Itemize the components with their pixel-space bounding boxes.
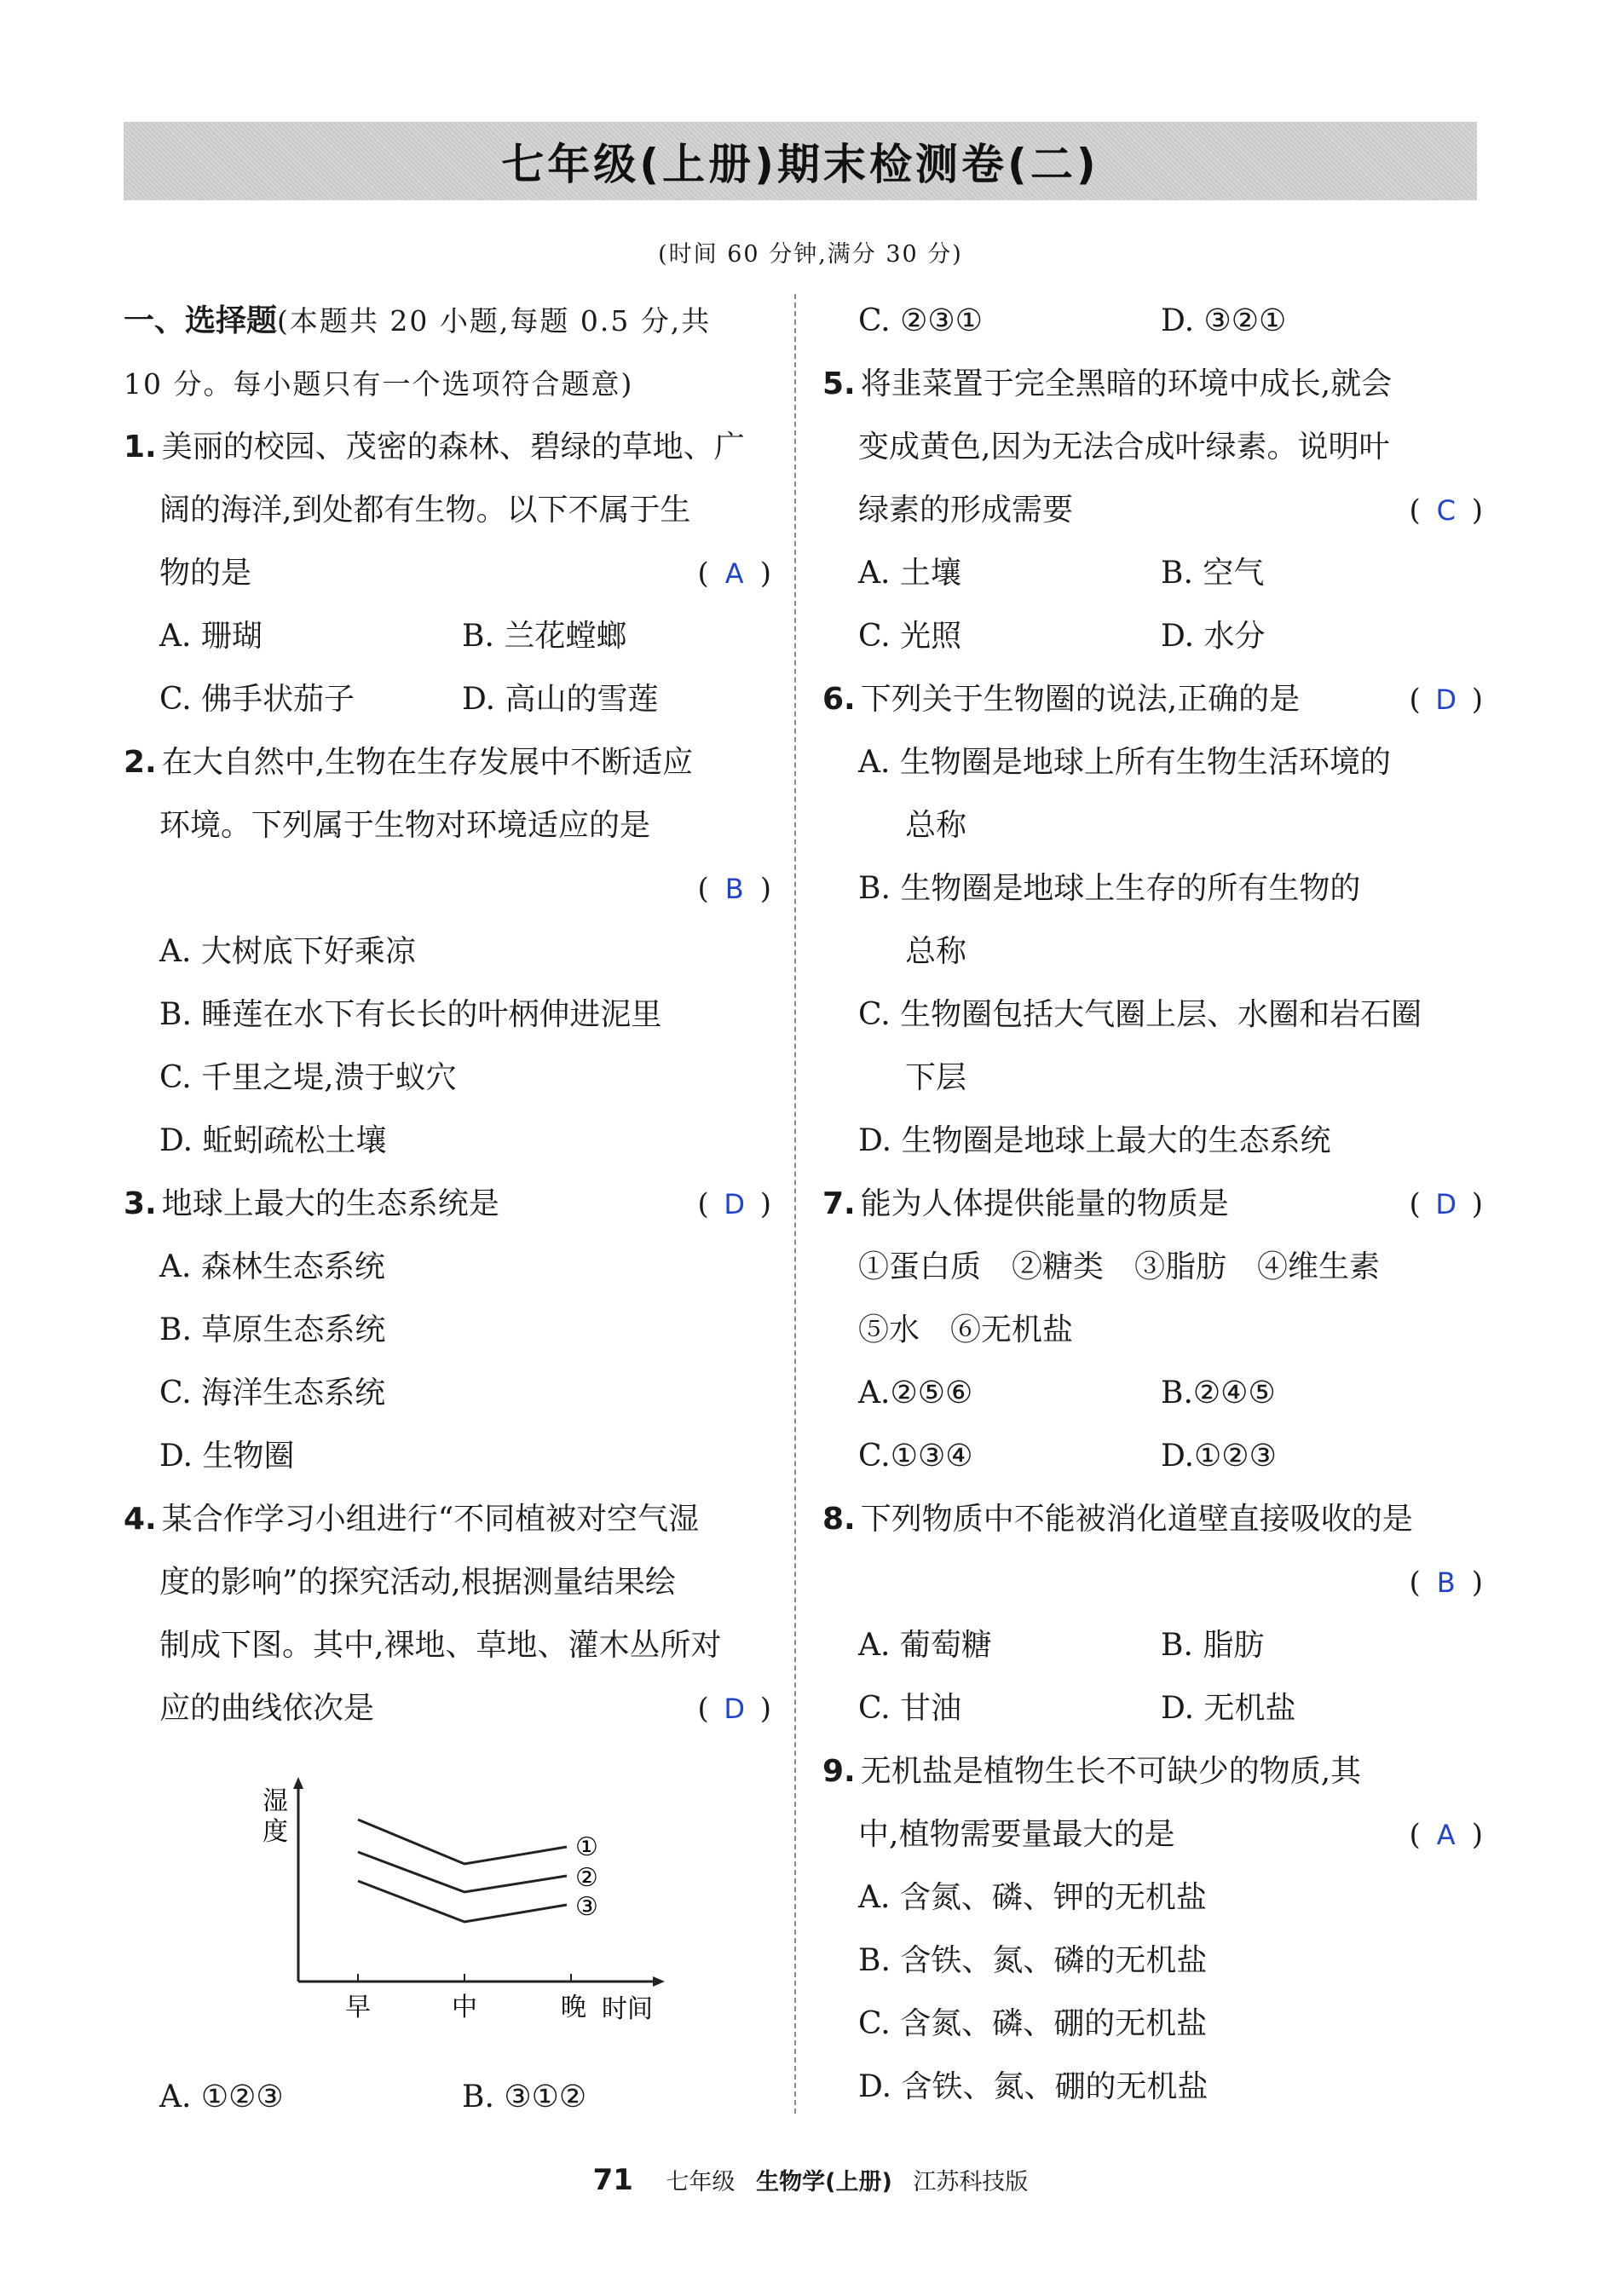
question-1-stem-3 — [124, 542, 771, 605]
question-2-stem — [124, 731, 771, 794]
question-number: 1. — [124, 430, 157, 464]
option-c: C. ②③① — [858, 303, 983, 338]
column-divider — [794, 294, 796, 2114]
question-1-stem-2: 阔的海洋,到处都有生物。以下不属于生 — [159, 493, 691, 528]
left-column — [124, 290, 771, 1740]
exam-subtitle: (时间 60 分钟,满分 30 分) — [658, 241, 963, 268]
answer-bracket: ( B ) — [1409, 1551, 1483, 1614]
answer-mark: B — [724, 873, 744, 905]
question-number: 6. — [822, 682, 856, 717]
question-text: 在大自然中,生物在生存发展中不断适应 — [161, 745, 694, 780]
question-7-items-1: ①蛋白质 ②糖类 ③脂肪 ④维生素 — [858, 1249, 1381, 1284]
option-b: B. ③①② — [462, 2080, 587, 2114]
section-heading: 一、选择题 — [124, 303, 278, 338]
answer-bracket: ( B ) — [697, 857, 771, 920]
page-footer — [0, 2163, 1621, 2197]
series-label-3: ③ — [575, 1892, 598, 1922]
y-label-2: 度 — [262, 1817, 288, 1847]
option-d: D. 生物圈是地球上最大的生态系统 — [858, 1123, 1331, 1158]
answer-mark: D — [1435, 684, 1457, 716]
question-5-stem — [822, 353, 1483, 416]
section-note-1: (本题共 20 小题,每题 0.5 分,共 — [277, 304, 712, 337]
question-5-stem-2: 变成黄色,因为无法合成叶绿素。说明叶 — [858, 430, 1390, 464]
answer-mark: B — [1436, 1566, 1456, 1599]
page-number: 71 — [592, 2163, 633, 2197]
option-c: C. 甘油 — [858, 1691, 962, 1726]
option-b: B. 含铁、氮、磷的无机盐 — [858, 1943, 1208, 1978]
question-number: 5. — [822, 366, 856, 401]
series-label-1: ① — [575, 1832, 598, 1862]
option-a: A. 珊瑚 — [159, 619, 262, 654]
answer-bracket: ( D ) — [1409, 668, 1483, 731]
option-d: D. 水分 — [1161, 619, 1266, 654]
option-c: C. 光照 — [858, 619, 962, 654]
question-8-options-cd — [822, 1677, 1483, 1740]
option-d: D. 生物圈 — [159, 1439, 295, 1474]
curve-1 — [358, 1820, 567, 1864]
question-number: 4. — [124, 1502, 157, 1537]
question-5-stem-3 — [822, 479, 1483, 542]
x-axis-label: 时间 — [602, 1994, 653, 2024]
question-2-answer-line — [124, 857, 771, 920]
answer-bracket: ( C ) — [1409, 479, 1483, 542]
question-1-stem — [124, 416, 771, 479]
option-c: C. 海洋生态系统 — [159, 1376, 386, 1410]
question-text: 无机盐是植物生长不可缺少的物质,其 — [860, 1754, 1362, 1789]
question-number: 7. — [822, 1186, 856, 1221]
option-b: B. 空气 — [1161, 556, 1265, 591]
section-heading-line — [124, 290, 771, 353]
question-7-options-cd — [822, 1425, 1483, 1488]
answer-mark: D — [724, 1188, 746, 1220]
y-label-1: 湿 — [262, 1786, 288, 1816]
question-4-stem-3: 制成下图。其中,裸地、草地、灌木丛所对 — [159, 1628, 722, 1663]
question-text: 能为人体提供能量的物质是 — [860, 1186, 1229, 1221]
option-a: A. 大树底下好乘凉 — [159, 934, 416, 969]
option-d: D.①②③ — [1161, 1439, 1277, 1474]
question-8-options-ab — [822, 1614, 1483, 1677]
footer-grade: 七年级 — [666, 2169, 736, 2195]
question-5-options-ab — [822, 542, 1483, 605]
question-7-options-ab — [822, 1362, 1483, 1425]
question-8-stem — [822, 1488, 1483, 1551]
option-a: A. ①②③ — [159, 2080, 284, 2114]
question-6-stem — [822, 668, 1483, 731]
question-4-options-cd — [822, 290, 1483, 353]
answer-mark: A — [724, 557, 744, 590]
option-d: D. 无机盐 — [1161, 1691, 1296, 1726]
question-text: 将韭菜置于完全黑暗的环境中成长,就会 — [860, 366, 1393, 401]
question-4-stem — [124, 1488, 771, 1551]
question-4-stem-2: 度的影响”的探究活动,根据测量结果绘 — [159, 1565, 676, 1600]
option-a: A. 土壤 — [858, 556, 961, 591]
option-c: C. 千里之堤,溃于蚁穴 — [159, 1060, 457, 1095]
option-a: A. 葡萄糖 — [858, 1628, 992, 1663]
answer-bracket: ( D ) — [697, 1173, 771, 1236]
option-b: B. 草原生态系统 — [159, 1312, 386, 1347]
x-tick-label: 早 — [345, 1993, 371, 2022]
question-text: 应的曲线依次是 — [159, 1691, 375, 1726]
option-b: B.②④⑤ — [1161, 1376, 1276, 1410]
question-8-answer-line — [822, 1551, 1483, 1614]
option-a: A. 含氮、磷、钾的无机盐 — [858, 1880, 1207, 1915]
title-banner — [124, 122, 1477, 200]
answer-bracket: ( A ) — [1409, 1803, 1483, 1866]
question-4-stem-4 — [124, 1677, 771, 1740]
question-1-options-ab — [124, 605, 771, 668]
option-c: C.①③④ — [858, 1439, 973, 1474]
option-c: C. 佛手状茄子 — [159, 682, 355, 717]
question-5-options-cd — [822, 605, 1483, 668]
option-b-cont: 总称 — [905, 934, 967, 969]
y-axis-arrow — [293, 1777, 303, 1789]
option-b: B. 生物圈是地球上生存的所有生物的 — [858, 871, 1361, 906]
question-3-stem — [124, 1173, 771, 1236]
option-a: A. 森林生态系统 — [159, 1249, 385, 1284]
question-text: 某合作学习小组进行“不同植被对空气湿 — [161, 1502, 700, 1537]
option-a: A. 生物圈是地球上所有生物生活环境的 — [858, 745, 1391, 780]
x-tick-label: 晚 — [561, 1993, 586, 2022]
question-9-stem — [822, 1740, 1483, 1803]
option-c: C. 生物圈包括大气圈上层、水圈和岩石圈 — [858, 997, 1422, 1032]
curve-3 — [358, 1881, 567, 1922]
question-text: 下列物质中不能被消化道壁直接吸收的是 — [860, 1502, 1413, 1537]
option-a-cont: 总称 — [905, 808, 967, 843]
question-number: 3. — [124, 1186, 157, 1221]
option-b: B. 脂肪 — [1161, 1628, 1265, 1663]
humidity-chart — [247, 1768, 690, 2024]
answer-bracket: ( D ) — [697, 1677, 771, 1740]
answer-bracket: ( A ) — [697, 542, 771, 605]
option-d: D. ③②① — [1161, 303, 1287, 338]
question-number: 2. — [124, 745, 157, 780]
question-text: 物的是 — [159, 556, 252, 591]
answer-mark: D — [1435, 1188, 1457, 1220]
question-9-stem-2 — [822, 1803, 1483, 1866]
option-b: B. 睡莲在水下有长长的叶柄伸进泥里 — [159, 997, 662, 1032]
question-2-stem-2: 环境。下列属于生物对环境适应的是 — [159, 808, 651, 843]
answer-mark: C — [1436, 494, 1456, 527]
option-d: D. 蚯蚓疏松土壤 — [159, 1123, 387, 1158]
page-title: 七年级(上册)期末检测卷(二) — [501, 140, 1099, 189]
question-number: 9. — [822, 1754, 856, 1789]
curve-2 — [358, 1852, 567, 1892]
option-b: B. 兰花螳螂 — [462, 619, 627, 654]
series-label-2: ② — [575, 1863, 598, 1893]
x-axis-arrow — [653, 1976, 665, 1987]
question-text: 地球上最大的生态系统是 — [161, 1186, 499, 1221]
option-d: D. 高山的雪莲 — [462, 682, 659, 717]
right-column — [822, 290, 1483, 2119]
question-text: 中,植物需要量最大的是 — [858, 1817, 1175, 1852]
question-number: 8. — [822, 1502, 856, 1537]
question-4-options-ab — [159, 2066, 771, 2129]
x-tick-label: 中 — [452, 1993, 477, 2022]
option-d: D. 含铁、氮、硼的无机盐 — [858, 2069, 1209, 2104]
footer-publisher: 江苏科技版 — [913, 2169, 1029, 2195]
option-c: C. 含氮、磷、硼的无机盐 — [858, 2006, 1208, 2041]
answer-mark: A — [1436, 1819, 1456, 1851]
answer-mark: D — [724, 1693, 746, 1725]
section-note-2: 10 分。每小题只有一个选项符合题意) — [124, 367, 634, 401]
question-1-options-cd — [124, 668, 771, 731]
question-text: 绿素的形成需要 — [858, 493, 1074, 528]
question-text: 美丽的校园、茂密的森林、碧绿的草地、广 — [161, 430, 745, 464]
option-c-cont: 下层 — [905, 1060, 967, 1095]
question-7-items-2: ⑤水 ⑥无机盐 — [858, 1312, 1074, 1347]
question-7-stem — [822, 1173, 1483, 1236]
footer-book: 生物学(上册) — [756, 2169, 892, 2195]
answer-bracket: ( D ) — [1409, 1173, 1483, 1236]
question-text: 下列关于生物圈的说法,正确的是 — [860, 682, 1301, 717]
option-a: A.②⑤⑥ — [858, 1376, 973, 1410]
